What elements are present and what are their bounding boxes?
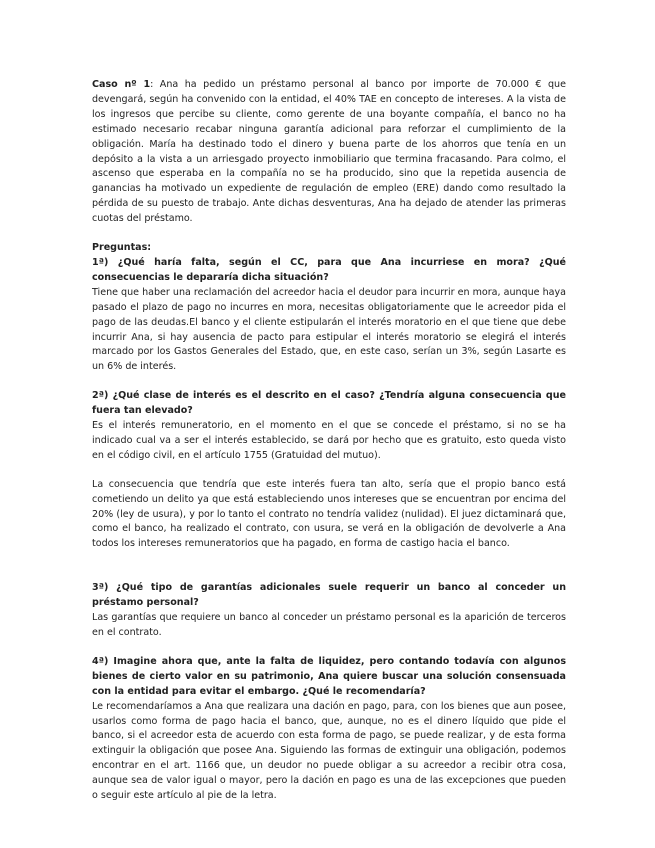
case-text: : Ana ha pedido un préstamo personal al banco por importe de 70.000 € que devengará, según ha convenido con la entidad, el 40% TAE en concepto de intereses. A la vista de los ingresos que percibe su cliente, como gerente de una boyante compañía, el banco no ha estimado necesario recabar ninguna garantía adicional para reforzar el cumplimiento de la obligación. María ha destinado todo el dinero y buena parte de los ahorros que tenía en un depósito a la vista a un arriesgado proyecto inmobiliario que termina fracasando. Para colmo, el ascenso que esperaba en la compañía no se ha producido, sino que la repetida ausencia de ganancias ha motivado un expediente de regulación de empleo (ERE) dando como resultado la pérdida de su puesto de trabajo. Ante dichas desventuras, Ana ha dejado de atender las primeras cuotas del préstamo. xyxy=(92,79,566,225)
question-1: 1ª) ¿Qué haría falta, según el CC, para que Ana incurriese en mora? ¿Qué consecuencias le depararía dicha situación? xyxy=(92,256,566,283)
question-4: 4ª) Imagine ahora que, ante la falta de liquidez, pero contando todavía con algunos bienes de cierto valor en su patrimonio, Ana quiere buscar una solución consensuada con la entidad para evitar el embargo. ¿Qué le recomendaría? xyxy=(92,655,566,697)
answer-2: Es el interés remuneratorio, en el momento en el que se concede el préstamo, si no se ha indicado cual va a ser el interés establecido, se dará por hecho que es gratuito, esto queda visto en el código civil, en el artículo 1755 (Gratuidad del mutuo). xyxy=(92,420,566,461)
case-label: Caso nº 1 xyxy=(92,79,151,90)
questions-heading: Preguntas: xyxy=(92,242,152,254)
answer-2-continued: La consecuencia que tendría que este interés fuera tan alto, sería que el propio banco está cometiendo un delito ya que está estableciendo unos intereses que se encuentran por encima del 20% (ley de usura), y por lo tanto el contrato no tendría validez (nulidad). El juez dictaminará que, como el banco, ha realizado el contrato, con usura, se verá en la obligación de devolverle a Ana todos los intereses remuneratorios que ha pagado, en forma de castigo hacia el banco. xyxy=(92,478,566,550)
case-paragraph xyxy=(92,78,566,227)
question-3: 3ª) ¿Qué tipo de garantías adicionales suele requerir un banco al conceder un préstamo personal? xyxy=(92,582,566,609)
answer-3: Las garantías que requiere un banco al conceder un préstamo personal es la aparición de terceros en el contrato. xyxy=(92,612,566,638)
question-2: 2ª) ¿Qué clase de interés es el descrito en el caso? ¿Tendría alguna consecuencia que fuera tan elevado? xyxy=(92,390,566,417)
answer-4: Le recomendaríamos a Ana que realizara una dación en pago, para, con los bienes que aun posee, usarlos como forma de pago hacia el banco, que, aunque, no es el dinero líquido que pide el banco, si el acreedor esta de acuerdo con esta forma de pago, se puede realizar, y de esta forma extinguir la obligación que posee Ana. Siguiendo las formas de extinguir una obligación, podemos encontrar en el art. 1166 que, un deudor no puede obligar a su acreedor a recibir otra cosa, aunque sea de valor igual o mayor, pero la dación en pago es una de las excepciones que pueden o seguir este artículo al pie de la letra. xyxy=(92,700,566,802)
answer-1: Tiene que haber una reclamación del acreedor hacia el deudor para incurrir en mora, aunque haya pasado el plazo de pago no incurres en mora, necesitas obligatoriamente que le acreedor pida el pago de las deudas.El banco y el cliente estipularán el interés moratorio en el que tiene que debe incurrir Ana, si hay ausencia de pacto para estipular el interés moratorio se elegirá el interés marcado por los Gastos Generales del Estado, que, en este caso, serían un 3%, según Lasarte es un 6% de interés. xyxy=(92,286,566,373)
